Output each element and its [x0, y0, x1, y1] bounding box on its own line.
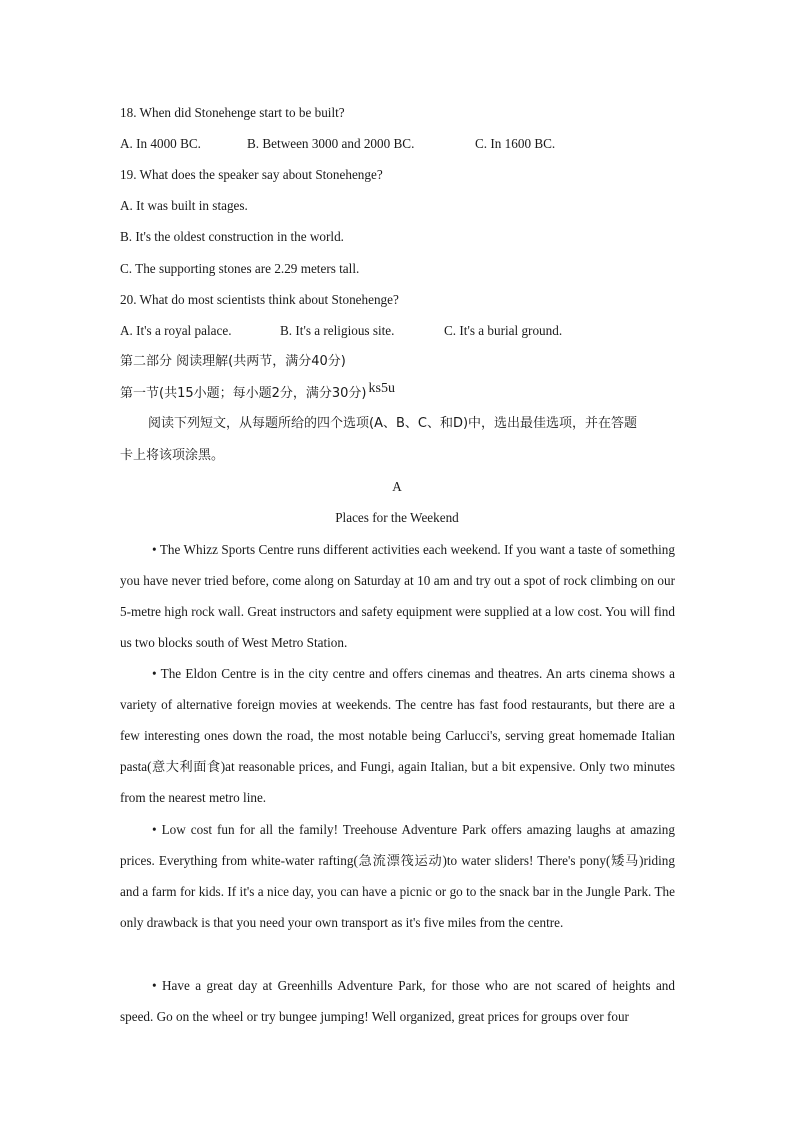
- question-18-option-b: B. Between 3000 and 2000 BC.: [247, 136, 415, 151]
- question-19-stem: 19. What does the speaker say about Stonehenge?: [120, 167, 383, 182]
- passage-paragraph-2: [120, 658, 675, 813]
- paragraph-1-text: • The Whizz Sports Centre runs different activities each weekend. If you want a taste of something you have never tried before, come along on Saturday at 10 am and try out a spot of rock climbing on our 5-metre high rock wall. Great instructors and safety equipment were supplied at a low cost. You will find us two blocks south of West Metro Station.: [120, 542, 675, 650]
- passage-letter: A: [392, 479, 402, 494]
- question-20-option-b: B. It's a religious site.: [280, 323, 395, 338]
- passage-paragraph-1: [120, 534, 675, 658]
- instruction-line-1: 阅读下列短文，从每题所给的四个选项(A、B、C、和D)中，选出最佳选项，并在答题: [148, 416, 638, 431]
- passage-title: Places for the Weekend: [335, 510, 459, 525]
- question-20-option-a: A. It's a royal palace.: [120, 323, 232, 338]
- part-two-heading: 第二部分 阅读理解(共两节，满分40分): [120, 354, 346, 369]
- question-19-option-c: C. The supporting stones are 2.29 meters tall.: [120, 261, 360, 276]
- watermark-text: ks5u: [368, 381, 395, 396]
- instruction-line-2: 卡上将该项涂黑。: [120, 448, 225, 463]
- paragraph-4-text: • Have a great day at Greenhills Adventure Park, for those who are not scared of heights and speed. Go on the wheel or try bungee jumping! Well organized, great prices for groups over four: [120, 978, 675, 1024]
- passage-paragraph-4: [120, 970, 675, 1032]
- section-one-heading: 第一节(共15小题；每小题2分，满分30分): [120, 386, 367, 401]
- question-18-stem: 18. When did Stonehenge start to be built?: [120, 105, 345, 120]
- passage-paragraph-3: [120, 814, 675, 938]
- section-one-heading-row: [120, 381, 395, 402]
- question-18-option-a: A. In 4000 BC.: [120, 136, 201, 151]
- question-20-option-c: C. It's a burial ground.: [444, 323, 563, 338]
- question-19-option-a: A. It was built in stages.: [120, 198, 248, 213]
- question-19-option-b: B. It's the oldest construction in the world.: [120, 229, 344, 244]
- question-20-stem: 20. What do most scientists think about Stonehenge?: [120, 292, 399, 307]
- paragraph-3-text: • Low cost fun for all the family! Treehouse Adventure Park offers amazing laughs at amazing prices. Everything from white-water rafting(急流漂筏运动)to water sliders! There's pony(矮马)riding and a farm for kids. If it's a nice day, you can have a picnic or go to the snack bar in the Jungle Park. The only drawback is that you need your own transport as it's five miles from the centre.: [120, 822, 675, 930]
- paragraph-2-text: • The Eldon Centre is in the city centre and offers cinemas and theatres. An arts cinema shows a variety of alternative foreign movies at weekends. The centre has fast food restaurants, but there are a few interesting ones down the road, the most notable being Carlucci's, serving great homemade Italian pasta(意大利面食)at reasonable prices, and Fungi, again Italian, but a bit expensive. Only two minutes from the nearest metro line.: [120, 666, 675, 805]
- question-18-option-c: C. In 1600 BC.: [475, 136, 556, 151]
